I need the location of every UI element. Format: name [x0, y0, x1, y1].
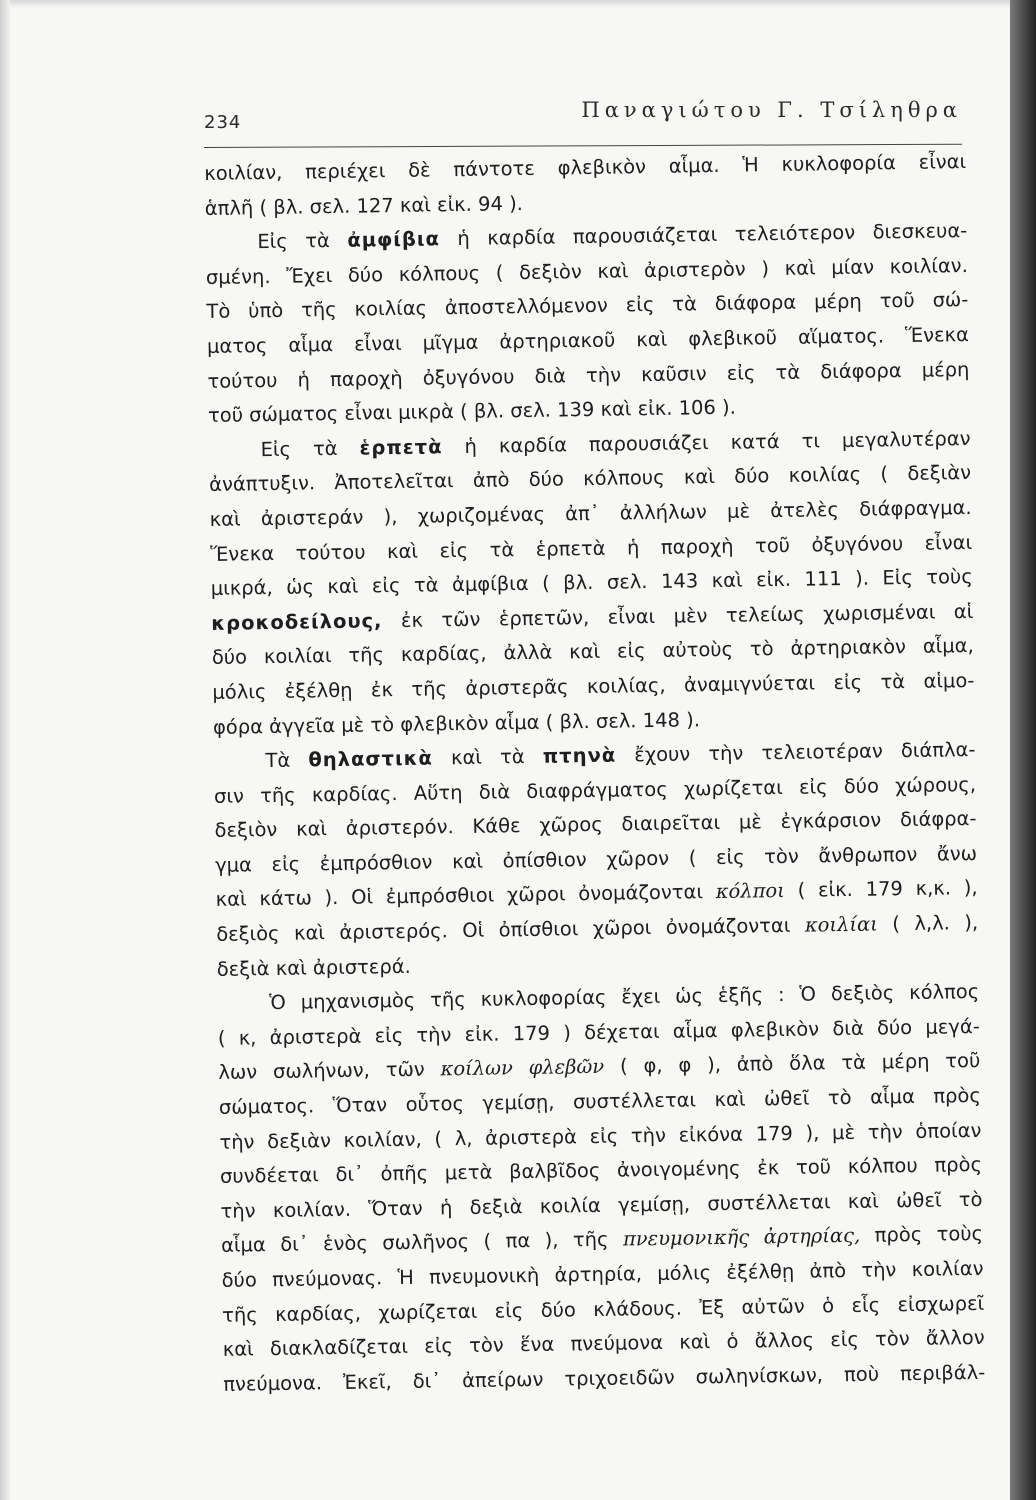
line-text: Εἰς τὰ [257, 228, 348, 254]
text-line: πνεύμονα. Ἐκεῖ, δι᾽ ἀπείρων τριχοειδῶν σωληνίσκων, ποὺ περιβάλ- [223, 1360, 986, 1396]
text-line: καὶ ἀριστεράν ), χωριζομένας ἀπ᾽ ἀλλήλων μὲ ἀτελὲς διάφραγμα. [209, 495, 972, 531]
line-text: λων σωλήνων, τῶν [218, 1057, 441, 1085]
italic-term: κόλποι [715, 879, 786, 904]
text-line: Τὸ ὑπὸ τῆς κοιλίας ἀποστελλόμενον εἰς τὰ διάφορα μέρη τοῦ σώ- [206, 288, 969, 324]
text-line: Ἕνεκα τούτου καὶ εἰς τὰ ἑρπετὰ ἡ παροχὴ τοῦ ὀξυγόνου εἶναι [210, 530, 973, 566]
running-head [204, 98, 962, 138]
text-line: σμένη. Ἔχει δύο κόλπους ( δεξιὸν καὶ ἀριστερὸν ) καὶ μίαν κοιλίαν. [205, 253, 968, 289]
text-line: σιν τῆς καρδίας. Αὕτη διὰ διαφράγματος χωρίζεται εἰς δύο χώρους, [213, 772, 977, 808]
text-line: τῆς καρδίας, χωρίζεται εἰς δύο κλάδους. Ἐξ αὐτῶν ὁ εἷς εἰσχωρεῖ [222, 1291, 985, 1327]
scan-right-edge [1010, 0, 1036, 1500]
italic-term: πνευμονικῆς ἀρτηρίας, [622, 1224, 861, 1251]
text-line: τοῦ σώματος εἶναι μικρὰ ( βλ. σελ. 139 καὶ εἰκ. 106 ). [207, 395, 737, 428]
text-line: ( κ, ἀριστερὰ εἰς τὴν εἰκ. 179 ) δέχεται αἷμα φλεβικὸν διὰ δύο μεγά- [217, 1014, 980, 1050]
italic-term: κοίλων φλεβῶν [440, 1055, 605, 1081]
line-text: ἔχουν τὴν τελειοτέραν διάπλα- [616, 738, 976, 767]
line-text: ἡ καρδία παρουσιάζει κατά τι μεγαλυτέραν [442, 426, 971, 459]
bold-term: θηλαστικὰ [308, 746, 434, 772]
page-number: 234 [204, 112, 242, 133]
text-line: δύο κοιλίαι τῆς καρδίας, ἀλλὰ καὶ εἰς αὐτοὺς τὸ ἀρτηριακὸν αἷμα, [211, 634, 974, 670]
text-line: δεξιὰ καὶ ἀριστερά. [216, 954, 411, 981]
text-line: Ὁ μηχανισμὸς τῆς κυκλοφορίας ἔχει ὡς ἑξῆς : Ὁ δεξιὸς κόλπος [269, 980, 980, 1015]
body-text [204, 145, 985, 1402]
text-line: σώματος. Ὅταν οὗτος γεμίσῃ, συστέλλεται καὶ ὠθεῖ τὸ αἷμα πρὸς [218, 1083, 982, 1119]
text-line: γμα εἰς ἐμπρόσθιον καὶ ὀπίσθιον χῶρον ( εἰς τὸν ἄνθρωπον ἄνω [214, 841, 978, 877]
line-text: ( εἰκ. 179 κ,κ. ), [784, 876, 978, 903]
line-text: ( φ, φ ), ἀπὸ ὅλα τὰ μέρη τοῦ [604, 1049, 981, 1079]
bold-term: πτηνὰ [542, 743, 617, 768]
line-text: ἐκ τῶν ἑρπετῶν, εἶναι μὲν τελείως χωρισμέναι αἱ [382, 599, 974, 632]
text-line: φόρα ἀγγεῖα μὲ τὸ φλεβικὸν αἷμα ( βλ. σελ. 148 ). [212, 707, 701, 739]
text-line: ἁπλῆ ( βλ. σελ. 127 καὶ εἰκ. 94 ). [204, 191, 524, 220]
bold-term: κροκοδείλους, [211, 608, 383, 635]
line-text: καὶ κάτω ). Οἱ ἐμπρόσθιοι χῶροι ὀνομάζονται [215, 880, 716, 912]
text-line: κοιλίαν, περιέχει δὲ πάντοτε φλεβικὸν αἷμα. Ἡ κυκλοφορία εἶναι [204, 150, 967, 185]
text-line: τὴν κοιλίαν. Ὅταν ἡ δεξιὰ κοιλία γεμίσῃ, συστέλλεται καὶ ὠθεῖ τὸ [220, 1187, 983, 1223]
bold-term: ἑρπετὰ [359, 435, 443, 460]
text-line: δύο πνεύμονας. Ἡ πνευμονικὴ ἀρτηρία, μόλις ἐξέλθῃ ἀπὸ τὴν κοιλίαν [221, 1256, 984, 1292]
text-line: τὴν δεξιὰν κοιλίαν, ( λ, ἀριστερὰ εἰς τὴν εἰκόνα 179 ), μὲ τὴν ὁποίαν [219, 1118, 982, 1154]
italic-term: κοιλίαι [804, 912, 879, 937]
line-text: ( λ,λ. ), [877, 910, 979, 936]
text-line: μόλις ἐξέλθῃ ἐκ τῆς ἀριστερᾶς κοιλίας, ἀναμιγνύεται εἰς τὰ αἱμο- [212, 668, 975, 704]
text-line: συνδέεται δι᾽ ὀπῆς μετὰ βαλβῖδος ἀνοιγομένης ἐκ τοῦ κόλπου πρὸς [219, 1153, 983, 1189]
line-text: Εἰς τὰ [260, 436, 360, 461]
text-line: καὶ διακλαδίζεται εἰς τὸν ἕνα πνεύμονα καὶ ὁ ἄλλος εἰς τὸν ἄλλον [222, 1326, 985, 1362]
line-text: αἷμα δι᾽ ἑνὸς σωλῆνος ( πα ), τῆς [220, 1227, 624, 1258]
text-line: δεξιὸν καὶ ἀριστερόν. Κάθε χῶρος διαιρεῖται μὲ ἐγκάρσιον διάφρα- [214, 807, 977, 843]
bold-term: ἀμφίβια [347, 227, 441, 252]
text-line: τούτου ἡ παροχὴ ὀξυγόνου διὰ τὴν καῦσιν εἰς τὰ διάφορα μέρη [207, 357, 970, 393]
text-line: ἀνάπτυξιν. Ἀποτελεῖται ἀπὸ δύο κόλπους καὶ δύο κοιλίας ( δεξιὰν [208, 461, 972, 497]
line-text: ἡ καρδία παρουσιάζεται τελειότερον διεσκευα- [439, 219, 968, 251]
line-text: Τὰ [265, 748, 309, 773]
line-text: πρὸς τοὺς [860, 1222, 984, 1248]
line-text: δεξιὸς καὶ ἀριστερός. Οἱ ὀπίσθιοι χῶροι ὀνομάζονται [216, 913, 806, 946]
text-line: μικρά, ὡς καὶ εἰς τὰ ἀμφίβια ( βλ. σελ. 143 καὶ εἰκ. 111 ). Εἰς τοὺς [210, 565, 973, 601]
running-head-author: Παναγιώτου Γ. Τσίληθρα [581, 98, 962, 122]
line-text: καὶ τὰ [432, 744, 543, 770]
text-line: ματος αἷμα εἶναι μῖγμα ἀρτηριακοῦ καὶ φλεβικοῦ αἵματος. Ἕνεκα [206, 322, 970, 358]
